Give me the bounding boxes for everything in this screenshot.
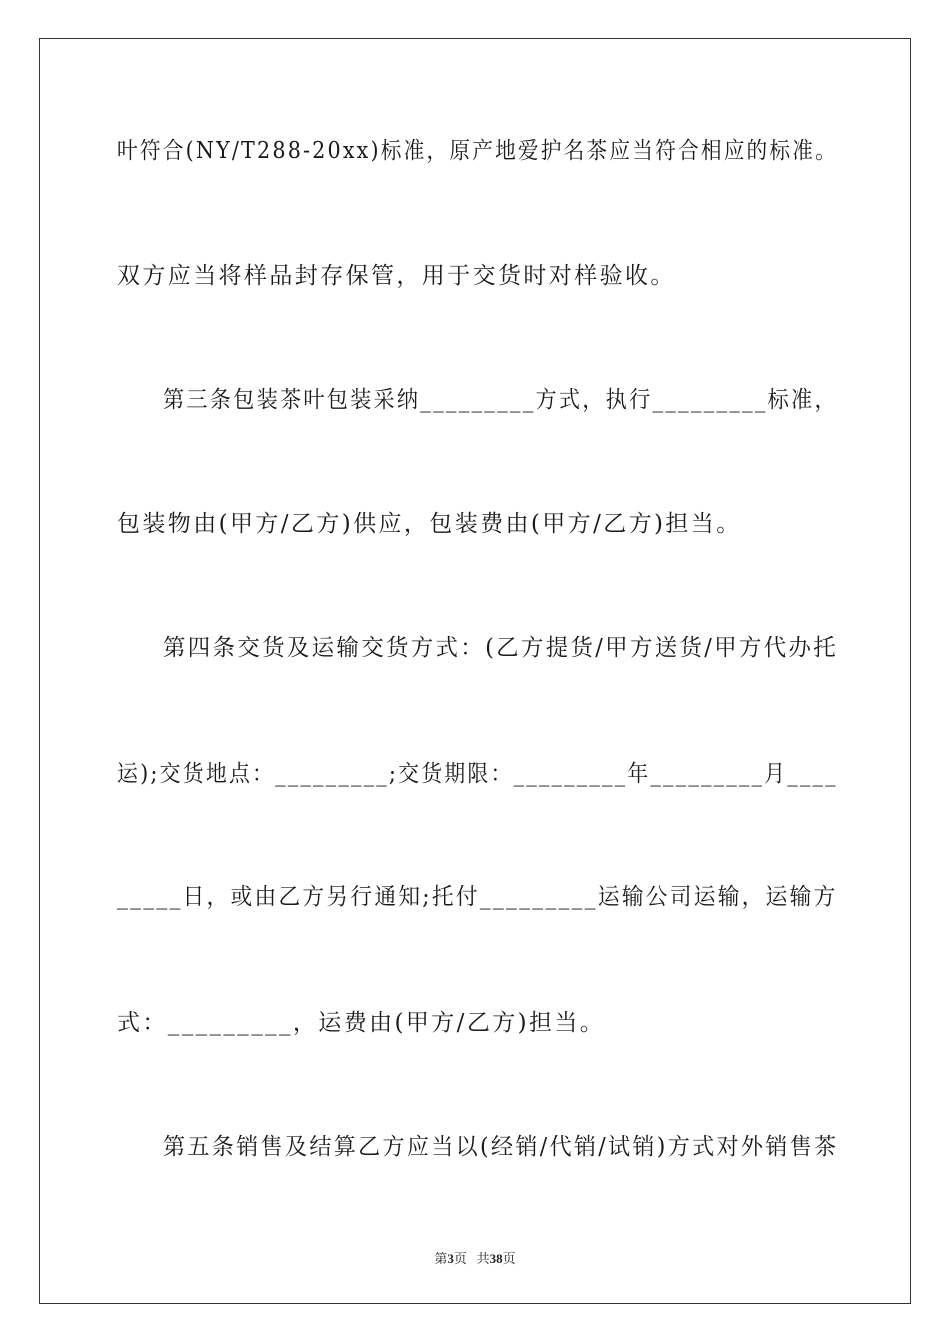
text-line-2: 双方应当将样品封存保管，用于交货时对样验收。 (117, 263, 676, 289)
text-line-4: 包装物由(甲方/乙方)供应，包装费由(甲方/乙方)担当。 (117, 511, 742, 537)
total-prefix: 共 (476, 1251, 490, 1266)
page-border (39, 38, 911, 1304)
page-footer (0, 1248, 950, 1267)
total-suffix: 页 (502, 1251, 516, 1266)
page-suffix: 页 (453, 1251, 467, 1266)
text-line-8: 式：_________，运费由(甲方/乙方)担当。 (117, 1010, 606, 1036)
text-line-6: 运);交货地点：_________;交货期限：_________年_________月____ (117, 761, 838, 787)
text-line-1: 叶符合(NY/T288-20xx)标准，原产地爱护名茶应当符合相应的标准。 (117, 138, 839, 164)
text-line-5: 第四条交货及运输交货方式：(乙方提货/甲方送货/甲方代办托 (163, 635, 839, 661)
page-prefix: 第 (434, 1251, 448, 1266)
text-line-3: 第三条包装茶叶包装采纳_________方式，执行_________标准， (163, 387, 838, 413)
total-pages: 38 (489, 1251, 503, 1266)
text-line-7: _____日，或由乙方另行通知;托付_________运输公司运输，运输方 (117, 884, 838, 910)
text-line-9: 第五条销售及结算乙方应当以(经销/代销/试销)方式对外销售茶 (163, 1134, 839, 1160)
page-number: 3 (447, 1251, 454, 1266)
